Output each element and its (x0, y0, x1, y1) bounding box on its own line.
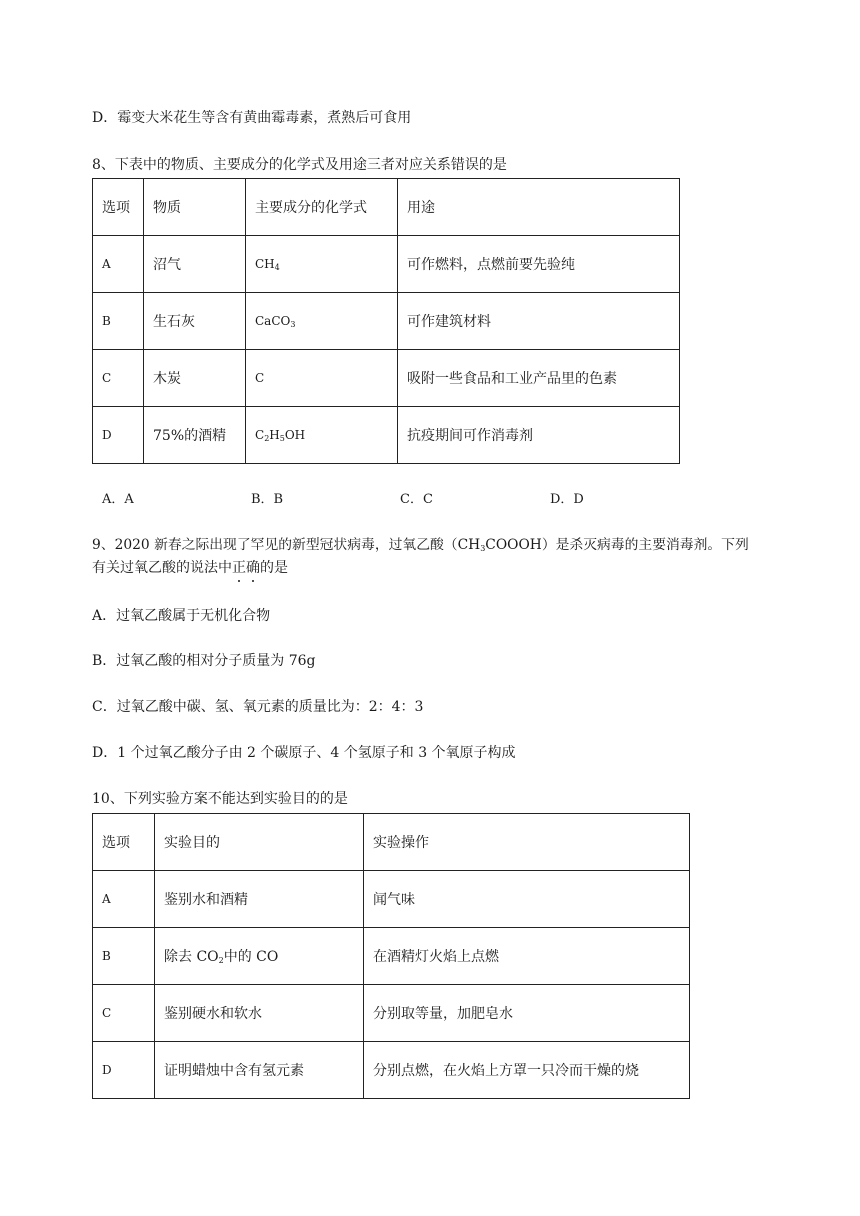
substance-cell: 沼气 (144, 236, 246, 293)
purpose-cell: 证明蜡烛中含有氢元素 (155, 1042, 364, 1099)
table-row (93, 1042, 690, 1099)
q8-choice-b: B．B (251, 492, 284, 507)
use-cell: 可作建筑材料 (398, 293, 680, 350)
option-cell: C (93, 350, 144, 407)
q9-option-d: D．1 个过氧乙酸分子由 2 个碳原子、4 个氢原子和 3 个氧原子构成 (92, 745, 516, 761)
purpose-cell: 鉴别硬水和软水 (155, 985, 364, 1042)
q9-stem-line2: 有关过氧乙酸的说法中正确的是 (92, 560, 288, 576)
table-row (93, 928, 690, 985)
table-row (93, 293, 680, 350)
q8-choice-a: A．A (102, 492, 134, 507)
option-cell: B (93, 928, 155, 985)
header-cell: 物质 (144, 179, 246, 236)
substance-cell: 75%的酒精 (144, 407, 246, 464)
q7-option-d: D．霉变大米花生等含有黄曲霉毒素，煮熟后可食用 (92, 110, 412, 126)
option-cell: D (93, 407, 144, 464)
q10-stem: 10、下列实验方案不能达到实验目的的是 (92, 791, 348, 807)
formula-cell: $C_2H_5OH$ (246, 407, 398, 464)
table-row (93, 236, 680, 293)
option-cell: D (93, 1042, 155, 1099)
operation-cell: 分别取等量，加肥皂水 (364, 985, 690, 1042)
q8-stem: 8、下表中的物质、主要成分的化学式及用途三者对应关系错误的是 (92, 157, 507, 173)
operation-cell: 分别点燃，在火焰上方罩一只冷而干燥的烧 (364, 1042, 690, 1099)
table-row (93, 350, 680, 407)
formula-cell: C (246, 350, 398, 407)
formula-cell: CaCO$_3$ (246, 293, 398, 350)
option-cell: A (93, 236, 144, 293)
header-cell: 用途 (398, 179, 680, 236)
table-row (93, 985, 690, 1042)
header-cell: 选项 (93, 179, 144, 236)
q9-stem-line1: 9、2020 新春之际出现了罕见的新型冠状病毒，过氧乙酸$(CH_3COOOH)$是杀灭病毒的主要消毒剂。下列 (92, 537, 749, 553)
q10-table (92, 813, 690, 1099)
use-cell: 可作燃料，点燃前要先验纯 (398, 236, 680, 293)
q9-option-b: B．过氧乙酸的相对分子质量为 76g (92, 653, 316, 669)
q8-choice-c: C．C (400, 492, 433, 507)
q9-option-a: A．过氧乙酸属于无机化合物 (92, 608, 271, 624)
operation-cell: 在酒精灯火焰上点燃 (364, 928, 690, 985)
q9-option-c: C．过氧乙酸中碳、氢、氧元素的质量比为：2：4：3 (92, 699, 424, 715)
header-cell: 主要成分的化学式 (246, 179, 398, 236)
option-cell: A (93, 871, 155, 928)
q8-table (92, 178, 680, 464)
formula-cell: $CH_4$ (246, 236, 398, 293)
purpose-cell: 除去 $CO_2$中的 CO (155, 928, 364, 985)
use-cell: 抗疫期间可作消毒剂 (398, 407, 680, 464)
header-cell: 实验目的 (155, 814, 364, 871)
table-header-row (93, 814, 690, 871)
table-header-row (93, 179, 680, 236)
option-cell: B (93, 293, 144, 350)
operation-cell: 闻气味 (364, 871, 690, 928)
header-cell: 选项 (93, 814, 155, 871)
table-row (93, 871, 690, 928)
substance-cell: 木炭 (144, 350, 246, 407)
emphasis-dot: 确 (246, 560, 260, 576)
use-cell: 吸附一些食品和工业产品里的色素 (398, 350, 680, 407)
q8-choice-d: D．D (550, 492, 584, 507)
header-cell: 实验操作 (364, 814, 690, 871)
substance-cell: 生石灰 (144, 293, 246, 350)
option-cell: C (93, 985, 155, 1042)
emphasis-dot: 正 (232, 560, 246, 576)
table-row (93, 407, 680, 464)
purpose-cell: 鉴别水和酒精 (155, 871, 364, 928)
